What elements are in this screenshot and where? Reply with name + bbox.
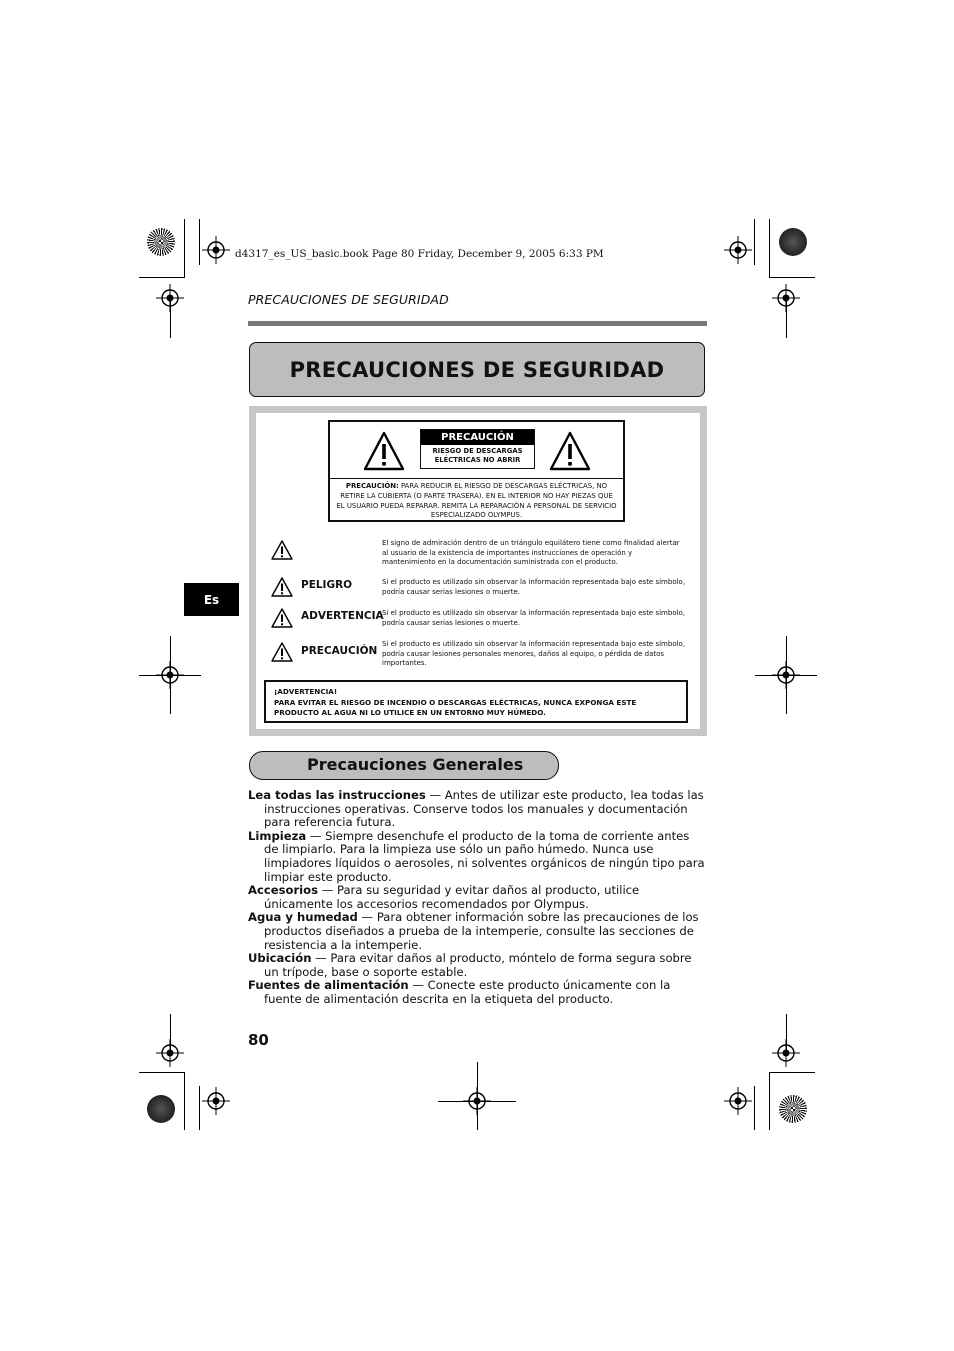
warning-triangle-icon bbox=[363, 431, 405, 471]
precautions-list bbox=[248, 789, 706, 1007]
registration-mark-icon bbox=[202, 1087, 230, 1115]
symbol-label: ADVERTENCIA bbox=[301, 610, 384, 622]
item-text: — Para su seguridad y evitar daños al producto, utilice únicamente los accesorios recomendados por Olympus. bbox=[264, 883, 640, 911]
list-item bbox=[248, 830, 706, 884]
caution-label-heading: PRECAUCIÓN bbox=[421, 430, 534, 445]
fire-shock-warning-box bbox=[264, 680, 688, 723]
header-rule bbox=[248, 321, 707, 326]
color-bar-starburst-icon bbox=[147, 228, 175, 256]
item-text: — Conecte este producto únicamente con la fuente de alimentación descrita en la etiqueta del producto. bbox=[264, 978, 671, 1006]
running-header: PRECAUCIONES DE SEGURIDAD bbox=[248, 292, 449, 307]
symbol-description: Si el producto es utilizado sin observar la información representada bajo este símbolo, podría causar serias lesiones o muerte. bbox=[382, 609, 686, 627]
file-info-line: d4317_es_US_basic.book Page 80 Friday, December 9, 2005 6:33 PM bbox=[235, 248, 604, 260]
warning-triangle-icon bbox=[271, 577, 293, 597]
symbol-description: Si el producto es utilizado sin observar la información representada bajo este símbolo, podría causar lesiones personales menores, daños al equipo, o pérdida de datos importantes. bbox=[382, 640, 686, 668]
list-item bbox=[248, 952, 706, 979]
registration-mark-icon bbox=[724, 1087, 752, 1115]
registration-mark-icon bbox=[724, 236, 752, 264]
warning-triangle-icon bbox=[271, 642, 293, 662]
warning-triangle-icon bbox=[271, 540, 293, 560]
color-bar-starburst-icon bbox=[779, 228, 807, 256]
warning-text: PARA EVITAR EL RIESGO DE INCENDIO O DESCARGAS ELÉCTRICAS, NUNCA EXPONGA ESTE PRODUCTO AL AGUA NI LO UTILICE EN UN ENTORNO MUY HÚMEDO. bbox=[274, 697, 637, 717]
list-item bbox=[248, 789, 706, 830]
color-bar-starburst-icon bbox=[779, 1095, 807, 1123]
caution-label-subtext: RIESGO DE DESCARGAS ELÉCTRICAS NO ABRIR bbox=[432, 447, 523, 464]
caution-note bbox=[336, 482, 617, 521]
symbol-label: PELIGRO bbox=[301, 579, 353, 591]
item-text: — Para evitar daños al producto, móntelo de forma segura sobre un trípode, base o soporte estable. bbox=[264, 951, 692, 979]
page-title: PRECAUCIONES DE SEGURIDAD bbox=[289, 357, 665, 382]
item-text: — Siempre desenchufe el producto de la toma de corriente antes de limpiarlo. Para la limpieza use sólo un paño húmedo. Nunca use limpiadores líquidos o aerosoles, ni solventes orgánicos de ningún tipo para limpiar este producto. bbox=[264, 828, 705, 884]
symbol-label: PRECAUCIÓN bbox=[301, 645, 378, 657]
warning-triangle-icon bbox=[549, 431, 591, 471]
item-term: Fuentes de alimentación bbox=[248, 978, 409, 993]
item-term: Ubicación bbox=[248, 951, 312, 966]
item-term: Lea todas las instrucciones bbox=[248, 788, 426, 802]
symbol-description: Si el producto es utilizado sin observar la información representada bajo este símbolo, podría causar serias lesiones o muerte. bbox=[382, 578, 686, 596]
item-term: Limpieza bbox=[248, 828, 307, 843]
caution-label-box bbox=[420, 429, 535, 469]
page-number: 80 bbox=[248, 1031, 269, 1049]
page-title-box bbox=[249, 342, 705, 397]
section-heading-box bbox=[249, 751, 559, 780]
item-text: — Para obtener información sobre las precauciones de los productos diseñados a prueba de la intemperie, consulte las secciones de resistencia a la intemperie. bbox=[264, 910, 699, 952]
section-heading: Precauciones Generales bbox=[307, 755, 524, 774]
caution-note-text: PARA REDUCIR EL RIESGO DE DESCARGAS ELÉCTRICAS, NO RETIRE LA CUBIERTA (O PARTE TRASERA). EN EL INTERIOR NO HAY PIEZAS QUE EL USUARIO PUEDA REPARAR. REMITA LA REPARACIÓN A PERSONAL DE SERVICIO ESPECIALIZADO OLYMPUS. bbox=[336, 482, 617, 520]
item-text: — Antes de utilizar este producto, lea todas las instrucciones operativas. Conserve todos los manuales y documentación para referencia futura. bbox=[264, 788, 704, 830]
list-item bbox=[248, 884, 706, 911]
shock-caution-label bbox=[328, 420, 625, 522]
item-term: Accesorios bbox=[248, 883, 319, 898]
list-item bbox=[248, 911, 706, 952]
symbol-description: El signo de admiración dentro de un triángulo equilátero tiene como finalidad alertar al usuario de la existencia de importantes instrucciones de operación y mantenimiento en la documentación suministrada con el producto. bbox=[382, 539, 680, 567]
warning-heading: ¡ADVERTENCIA! bbox=[274, 687, 338, 696]
color-bar-starburst-icon bbox=[147, 1095, 175, 1123]
registration-mark-icon bbox=[202, 236, 230, 264]
warning-triangle-icon bbox=[271, 608, 293, 628]
list-item bbox=[248, 979, 706, 1006]
item-term: Agua y humedad bbox=[248, 910, 358, 925]
language-tab: Es bbox=[184, 583, 239, 616]
caution-note-strong: PRECAUCIÓN: bbox=[345, 482, 399, 490]
